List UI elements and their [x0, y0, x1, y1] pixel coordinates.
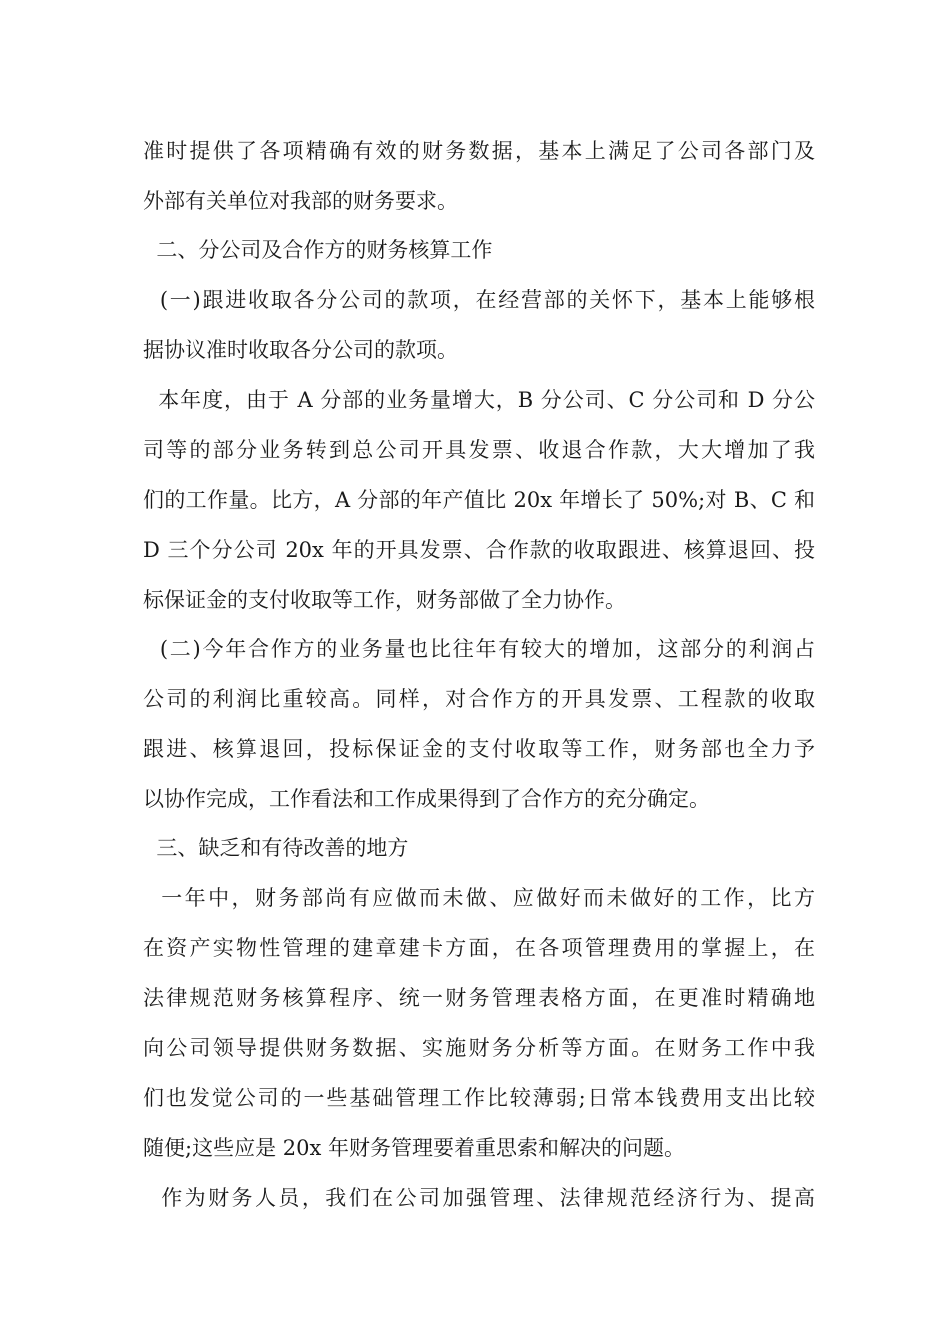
- text-line: 在资产实物性管理的建章建卡方面，在各项管理费用的掌握上，在: [143, 936, 815, 960]
- text-line: 随便;这些应是 20x 年财务管理要着重思索和解决的问题。: [143, 1136, 685, 1160]
- text-line: (一)跟进收取各分公司的款项，在经营部的关怀下，基本上能够根: [143, 288, 815, 312]
- text-line: 以协作完成，工作看法和工作成果得到了合作方的充分确定。: [143, 787, 710, 811]
- text-line: 们也发觉公司的一些基础管理工作比较薄弱;日常本钱费用支出比较: [143, 1086, 815, 1110]
- text-line: (二)今年合作方的业务量也比往年有较大的增加，这部分的利润占: [143, 637, 815, 661]
- section-heading: 二、分公司及合作方的财务核算工作: [143, 238, 493, 262]
- text-line: 标保证金的支付收取等工作，财务部做了全力协作。: [143, 588, 626, 612]
- section-heading: 三、缺乏和有待改善的地方: [143, 836, 409, 860]
- text-line: 一年中，财务部尚有应做而未做、应做好而未做好的工作，比方: [143, 886, 815, 910]
- text-line: 司等的部分业务转到总公司开具发票、收退合作款，大大增加了我: [143, 438, 815, 462]
- text-line: D 三个分公司 20x 年的开具发票、合作款的收取跟进、核算退回、投: [143, 538, 815, 562]
- text-line: 作为财务人员，我们在公司加强管理、法律规范经济行为、提高: [143, 1186, 815, 1210]
- text-line: 外部有关单位对我部的财务要求。: [143, 189, 458, 213]
- text-line: 据协议准时收取各分公司的款项。: [143, 338, 458, 362]
- text-line: 向公司领导提供财务数据、实施财务分析等方面。在财务工作中我: [143, 1036, 815, 1060]
- text-line: 本年度，由于 A 分部的业务量增大，B 分公司、C 分公司和 D 分公: [143, 388, 815, 412]
- text-line: 们的工作量。比方，A 分部的年产值比 20x 年增长了 50%;对 B、C 和: [143, 488, 815, 512]
- text-line: 跟进、核算退回，投标保证金的支付收取等工作，财务部也全力予: [143, 737, 815, 761]
- text-line: 公司的利润比重较高。同样，对合作方的开具发票、工程款的收取: [143, 687, 815, 711]
- text-line: 准时提供了各项精确有效的财务数据，基本上满足了公司各部门及: [143, 139, 815, 163]
- text-line: 法律规范财务核算程序、统一财务管理表格方面，在更准时精确地: [143, 986, 815, 1010]
